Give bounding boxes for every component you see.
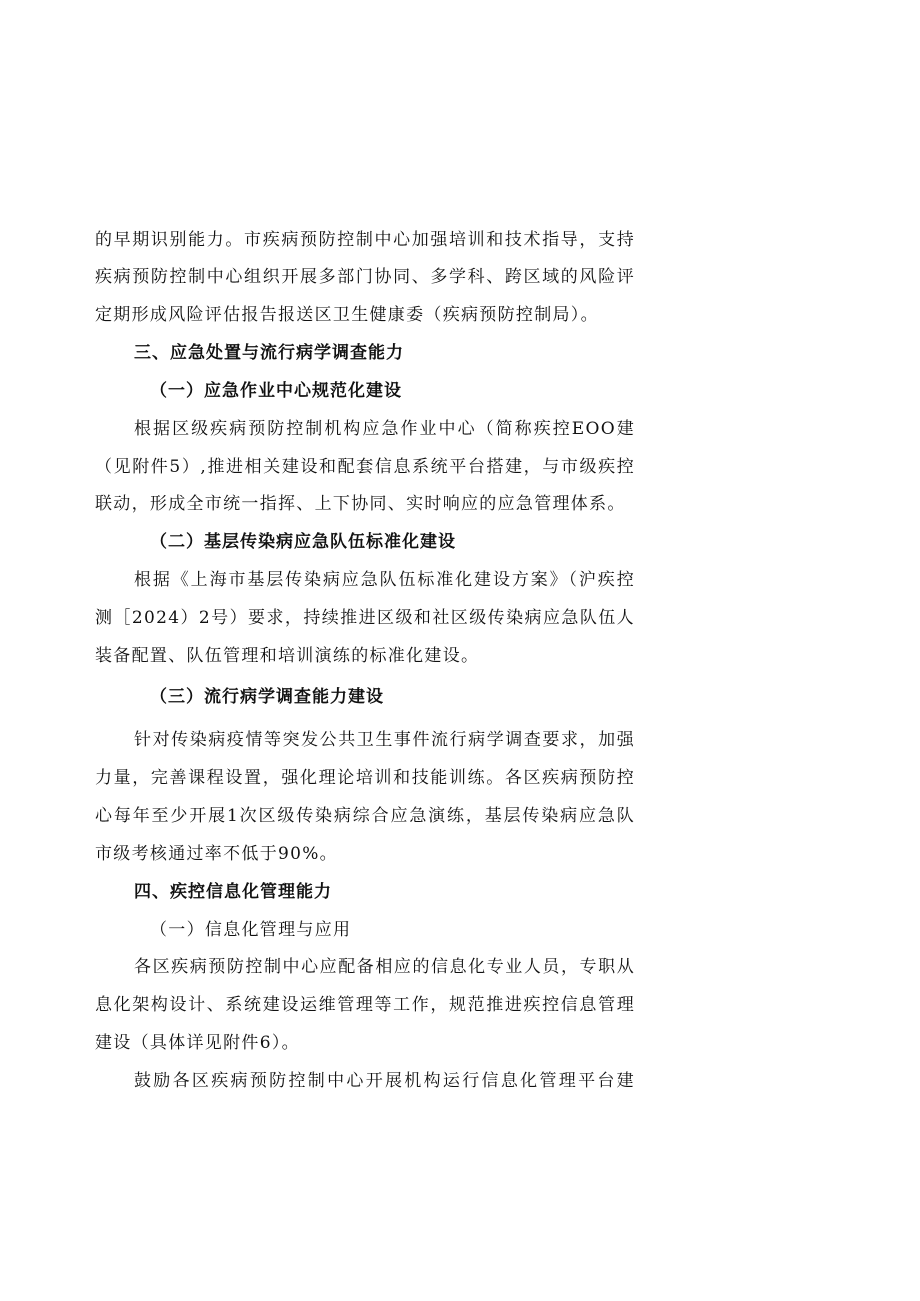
paragraph-line: 疾病预防控制中心组织开展多部门协同、多学科、跨区域的风险评 [95, 267, 635, 287]
section-heading: 四、疾控信息化管理能力 [134, 882, 332, 902]
paragraph-line: （见附件5）,推进相关建设和配套信息系统平台搭建，与市级疾控 [95, 457, 635, 477]
paragraph-line: 针对传染病疫情等突发公共卫生事件流行病学调查要求，加强 [134, 730, 635, 750]
paragraph-line: 各区疾病预防控制中心应配备相应的信息化专业人员，专职从 [134, 957, 635, 977]
paragraph-line: 鼓励各区疾病预防控制中心开展机构运行信息化管理平台建 [134, 1071, 635, 1091]
paragraph-line: 力量，完善课程设置，强化理论培训和技能训练。各区疾病预防控 [95, 768, 635, 788]
section-heading: 三、应急处置与流行病学调查能力 [134, 343, 404, 363]
paragraph-line: 的早期识别能力。市疾病预防控制中心加强培训和技术指导，支持 [95, 230, 635, 250]
subsection-heading: （一）信息化管理与应用 [150, 920, 352, 940]
paragraph-line: 联动，形成全市统一指挥、上下协同、实时响应的应急管理体系。 [95, 494, 626, 514]
paragraph-line: 装备配置、队伍管理和培训演练的标准化建设。 [95, 646, 480, 666]
paragraph-line: 市级考核通过率不低于90%。 [95, 844, 338, 864]
subsection-heading: （三）流行病学调查能力建设 [150, 687, 384, 707]
paragraph-line: 根据《上海市基层传染病应急队伍标准化建设方案》（沪疾控 [134, 570, 635, 590]
paragraph-line: 定期形成风险评估报告报送区卫生健康委（疾病预防控制局）。 [95, 305, 599, 325]
subsection-heading: （一）应急作业中心规范化建设 [150, 381, 402, 401]
paragraph-line: 测［2024）2号）要求，持续推进区级和社区级传染病应急队伍人 [95, 608, 635, 628]
paragraph-line: 息化架构设计、系统建设运维管理等工作，规范推进疾控信息管理 [95, 995, 635, 1015]
subsection-heading: （二）基层传染病应急队伍标准化建设 [150, 532, 456, 552]
paragraph-line: 建设（具体详见附件6）。 [95, 1033, 300, 1053]
paragraph-line: 心每年至少开展1次区级传染病综合应急演练，基层传染病应急队 [95, 806, 635, 826]
paragraph-line: 根据区级疾病预防控制机构应急作业中心（简称疾控EOO建 [134, 419, 635, 439]
